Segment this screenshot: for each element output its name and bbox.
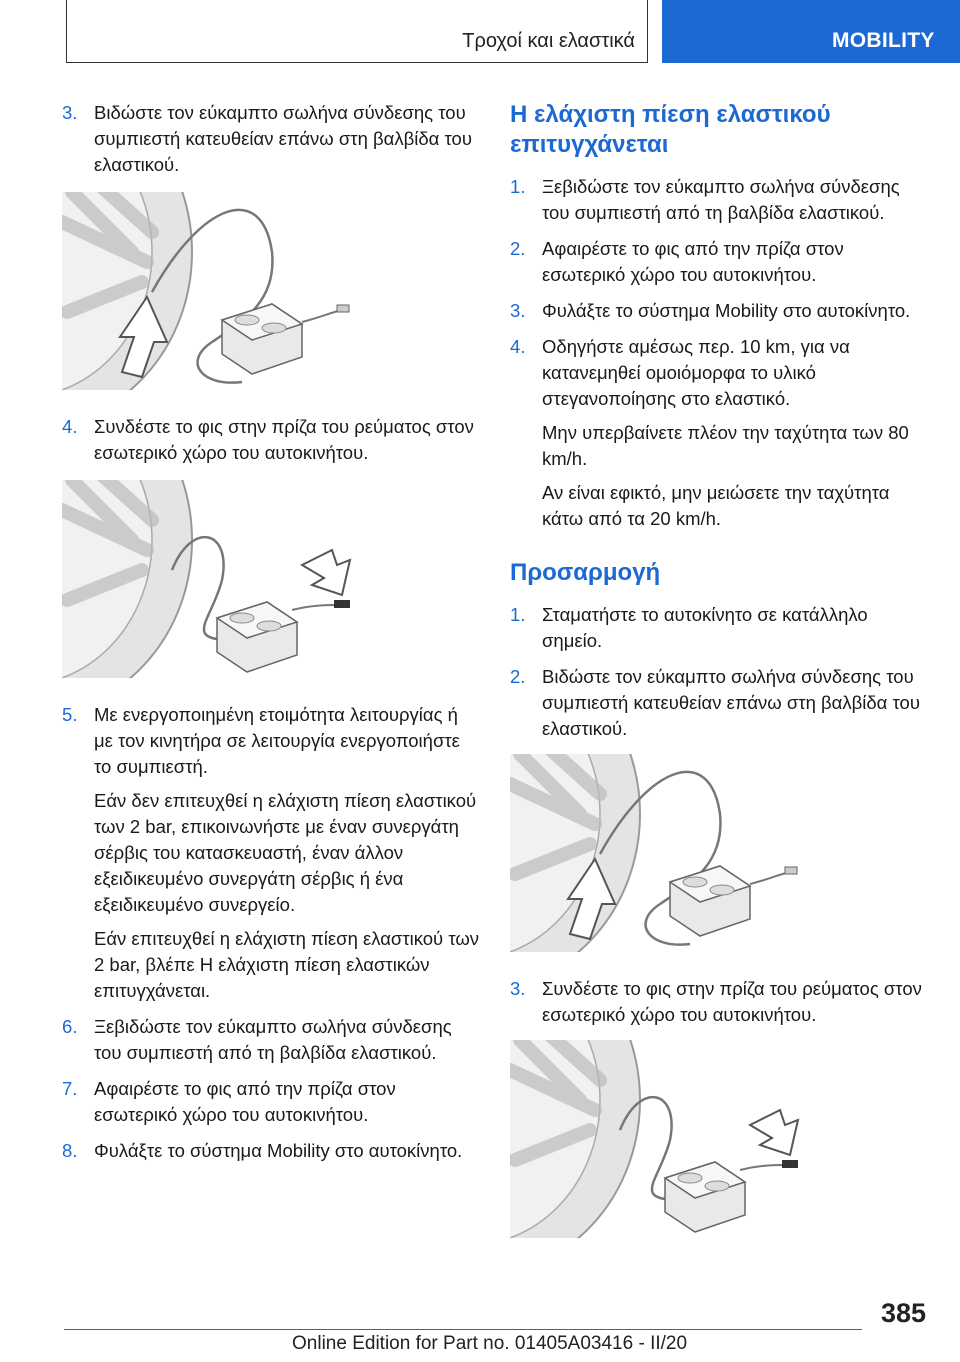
step-number: 3. (510, 978, 526, 999)
step-number: 1. (510, 604, 526, 625)
step-text: Ξεβιδώστε τον εύκαμπτο σωλήνα σύνδεσης του συμπιεστή από τη βαλβίδα ελαστικού. (94, 1016, 452, 1063)
step-item (510, 976, 928, 1028)
illustration-plug-socket (510, 1040, 800, 1238)
step-text: Ξεβιδώστε τον εύκαμπτο σωλήνα σύνδεσης του συμπιεστή από τη βαλβίδα ελαστικού. (542, 176, 900, 223)
step-number: 8. (62, 1140, 78, 1161)
step-note: Εάν δεν επιτευχθεί η ελάχιστη πίεση ελαστικού των 2 bar, επικοινωνήστε με έναν συνεργάτη σέρβις του κατασκευαστή, έναν άλλον εξειδικευμένο συνεργάτη σέρβις ή ένα εξειδικευμένο συνεργείο. (94, 790, 477, 915)
step-number: 3. (510, 300, 526, 321)
compressor-plug-illustration (510, 1040, 800, 1238)
step-text: Αφαιρέστε το φις από την πρίζα στον εσωτερικό χώρο του αυτοκινήτου. (542, 238, 844, 285)
footer-divider (64, 1329, 862, 1330)
right-column (510, 100, 928, 1262)
step-number: 7. (62, 1078, 78, 1099)
step-item (62, 100, 480, 178)
compressor-plug-illustration (62, 480, 352, 678)
step-note: Αν είναι εφικτό, μην μειώσετε την ταχύτητα κάτω από τα 20 km/h. (542, 482, 890, 529)
step-number: 5. (62, 704, 78, 725)
step-number: 4. (62, 416, 78, 437)
illustration-hose-valve (510, 754, 800, 952)
step-number: 2. (510, 238, 526, 259)
step-item (510, 334, 928, 532)
step-item (510, 664, 928, 742)
left-column (62, 100, 480, 1174)
step-item (510, 602, 928, 654)
page-number: 385 (880, 1298, 926, 1328)
step-number: 2. (510, 666, 526, 687)
step-item (62, 414, 480, 466)
step-item (510, 298, 928, 324)
chapter-title: Τροχοί και ελαστικά (462, 30, 635, 52)
step-item (510, 236, 928, 288)
step-text: Συνδέστε το φις στην πρίζα του ρεύματος στον εσωτερικό χώρο του αυτοκινήτου. (94, 416, 474, 463)
step-number: 1. (510, 176, 526, 197)
footer-edition: Online Edition for Part no. 01405A03416 - II/20 (292, 1333, 688, 1354)
step-number: 6. (62, 1016, 78, 1037)
header-title-box (66, 0, 648, 63)
step-item (62, 702, 480, 1004)
step-text: Με ενεργοποιημένη ετοιμότητα λειτουργίας ή με τον κινητήρα σε λειτουργία ενεργοποιήστε το συμπιεστή. (94, 704, 460, 777)
step-text: Βιδώστε τον εύκαμπτο σωλήνα σύνδεσης του συμπιεστή κατευθείαν επάνω στη βαλβίδα του ελαστικού. (94, 102, 472, 175)
step-item (62, 1138, 480, 1164)
section-heading: Προσαρμογή (510, 559, 661, 586)
step-text: Σταματήστε το αυτοκίνητο σε κατάλληλο σημείο. (542, 604, 868, 651)
step-note: Μην υπερβαίνετε πλέον την ταχύτητα των 80 km/h. (542, 422, 909, 469)
step-number: 3. (62, 102, 78, 123)
step-text: Συνδέστε το φις στην πρίζα του ρεύματος στον εσωτερικό χώρο του αυτοκινήτου. (542, 978, 922, 1025)
compressor-valve-illustration (510, 754, 800, 952)
step-item (62, 1076, 480, 1128)
step-text: Βιδώστε τον εύκαμπτο σωλήνα σύνδεσης του συμπιεστή κατευθείαν επάνω στη βαλβίδα του ελαστικού. (542, 666, 920, 739)
step-note: Εάν επιτευχθεί η ελάχιστη πίεση ελαστικού των 2 bar, βλέπε Η ελάχιστη πίεση ελαστικών επιτυγχάνεται. (94, 928, 480, 1001)
step-text: Αφαιρέστε το φις από την πρίζα στον εσωτερικό χώρο του αυτοκινήτου. (94, 1078, 396, 1125)
step-number: 4. (510, 336, 526, 357)
step-text: Οδηγήστε αμέσως περ. 10 km, για να κατανεμηθεί ομοιόμορφα το υλικό στεγανοποίησης στο ελαστικό. (542, 336, 850, 409)
illustration-plug-socket (62, 480, 352, 678)
section-heading: Η ελάχιστη πίεση ελαστικού επιτυγχάνεται (510, 101, 831, 158)
section-tab (662, 0, 960, 63)
illustration-hose-valve (62, 192, 352, 390)
step-text: Φυλάξτε το σύστημα Mobility στο αυτοκίνητο. (542, 300, 911, 321)
section-name: MOBILITY (832, 29, 935, 52)
step-text: Φυλάξτε το σύστημα Mobility στο αυτοκίνητο. (94, 1140, 463, 1161)
step-item (510, 174, 928, 226)
compressor-valve-illustration (62, 192, 352, 390)
step-item (62, 1014, 480, 1066)
